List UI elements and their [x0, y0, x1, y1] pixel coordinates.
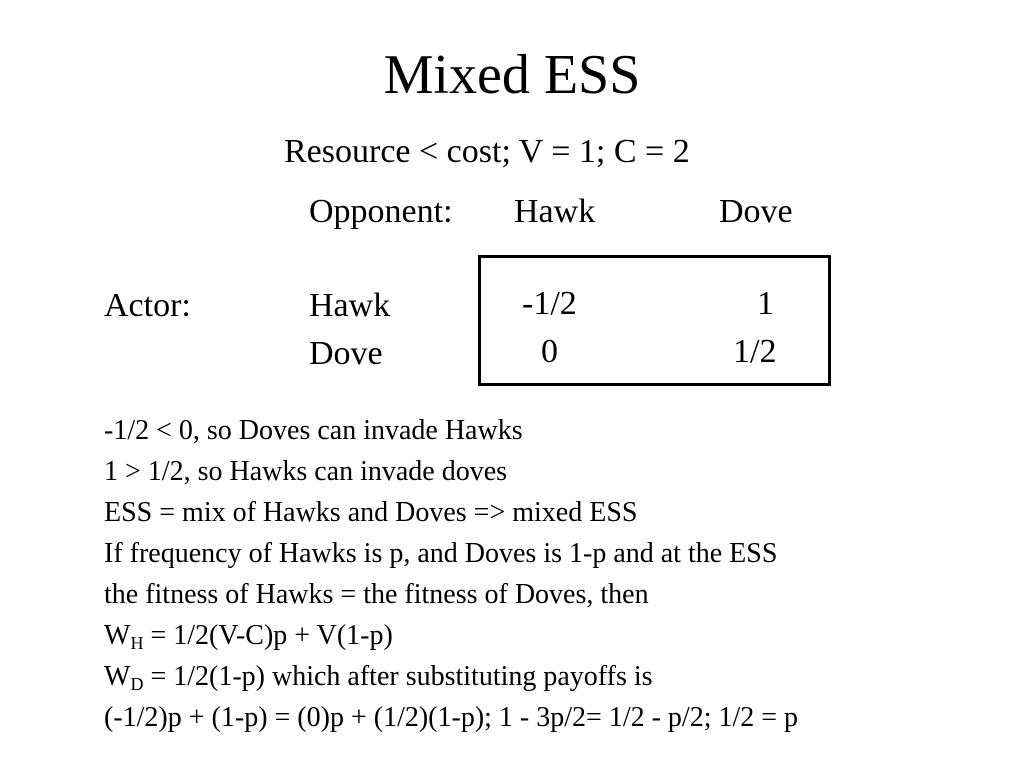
row-label-dove: Dove [309, 335, 383, 372]
dove-fitness-equation [104, 656, 798, 697]
payoff-hawk-dove: 1 [757, 285, 774, 322]
column-header-dove: Dove [719, 193, 793, 230]
explanation-text [104, 410, 798, 738]
wh-base: W [104, 620, 131, 651]
hawk-fitness-equation [104, 615, 798, 656]
wh-rest: = 1/2(V-C)p + V(1-p) [143, 620, 393, 651]
row-label-hawk: Hawk [309, 287, 391, 324]
payoff-dove-hawk: 0 [541, 333, 558, 370]
opponent-label: Opponent: [309, 193, 453, 230]
wd-base: W [104, 661, 131, 692]
wd-subscript: D [130, 674, 144, 694]
explanation-line: -1/2 < 0, so Doves can invade Hawks [104, 415, 523, 446]
slide-title: Mixed ESS [383, 44, 641, 106]
wh-subscript: H [130, 633, 144, 653]
solution-line: (-1/2)p + (1-p) = (0)p + (1/2)(1-p); 1 - 3p/2= 1/2 - p/2; 1/2 = p [104, 702, 799, 733]
slide-subtitle: Resource < cost; V = 1; C = 2 [284, 133, 690, 170]
actor-label: Actor: [104, 287, 191, 324]
explanation-line: ESS = mix of Hawks and Doves => mixed ESS [104, 497, 638, 528]
explanation-line: If frequency of Hawks is p, and Doves is 1-p and at the ESS [104, 538, 778, 569]
payoff-dove-dove: 1/2 [733, 333, 777, 370]
payoff-hawk-hawk: -1/2 [522, 285, 577, 322]
column-header-hawk: Hawk [514, 193, 596, 230]
explanation-line: the fitness of Hawks = the fitness of Doves, then [104, 579, 649, 610]
wd-rest: = 1/2(1-p) which after substituting payoffs is [143, 661, 653, 692]
explanation-line: 1 > 1/2, so Hawks can invade doves [104, 456, 508, 487]
